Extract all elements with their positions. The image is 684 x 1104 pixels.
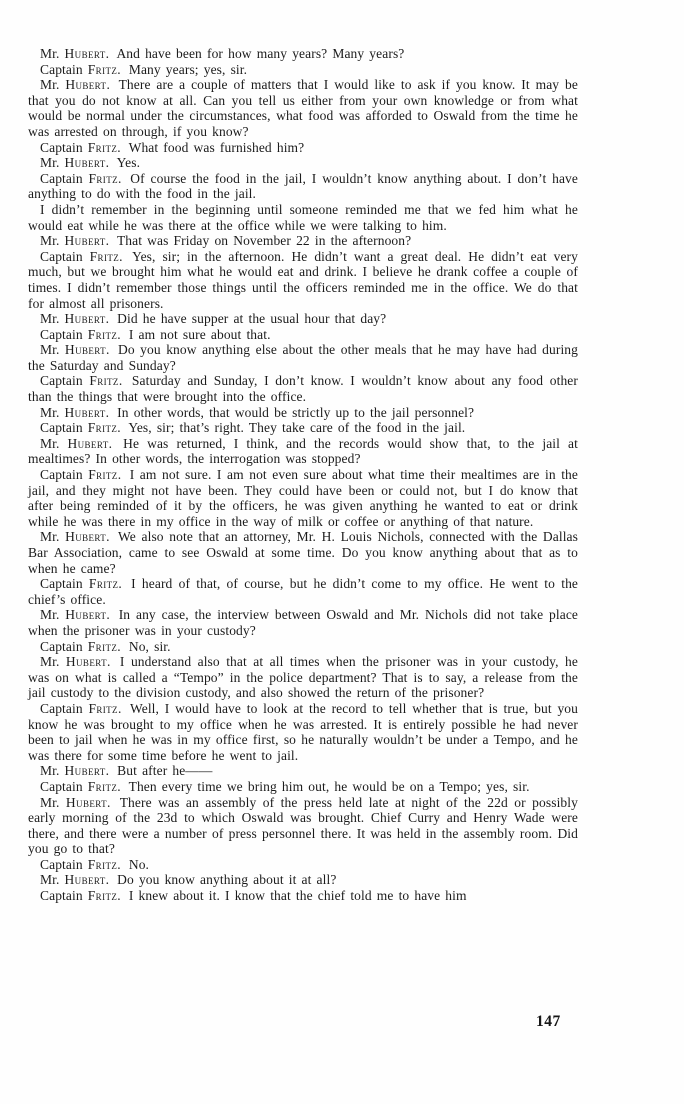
speaker-period: . (107, 794, 111, 810)
speaker (40, 795, 110, 810)
speaker-prefix: Mr. (40, 794, 66, 810)
transcript-paragraph (28, 607, 578, 638)
speaker-prefix: Mr. (40, 654, 66, 670)
transcript-paragraph (28, 373, 578, 404)
paragraph-text: Do you know anything about it at all? (112, 872, 337, 888)
speaker-name: Fritz (88, 170, 119, 186)
speaker (40, 62, 121, 77)
paragraph-text: I didn’t remember in the beginning until someone reminded me that we fed him what he would eat while he was there at the office while we were talking to him. (28, 201, 578, 233)
speaker-prefix: Captain (40, 467, 89, 483)
speaker (40, 607, 110, 622)
paragraph-text: And have been for how many years? Many years? (112, 46, 405, 61)
paragraph-text: But after he—— (112, 763, 213, 779)
speaker (40, 872, 109, 887)
speaker (40, 639, 121, 654)
transcript-paragraph (28, 140, 578, 156)
speaker-period: . (106, 529, 110, 545)
paragraph-text: Did he have supper at the usual hour that day? (112, 311, 387, 327)
speaker-name: Hubert (65, 529, 107, 545)
speaker-period: . (119, 248, 123, 264)
speaker-prefix: Captain (40, 373, 90, 389)
speaker (40, 436, 112, 451)
speaker-name: Hubert (65, 654, 107, 670)
transcript-paragraph (28, 46, 578, 62)
speaker-prefix: Mr. (40, 311, 65, 327)
speaker-name: Fritz (88, 467, 118, 483)
speaker-name: Fritz (88, 700, 118, 716)
speaker-name: Fritz (87, 638, 118, 654)
transcript (28, 46, 578, 904)
paragraph-text: Yes, sir; that’s right. They take care of the food in the jail. (123, 420, 466, 436)
speaker-period: . (105, 233, 110, 249)
speaker-name: Fritz (89, 248, 120, 264)
speaker-prefix: Mr. (40, 435, 68, 451)
paragraph-text: Do you know anything else about the other meals that he may have had during the Saturday and Sunday? (28, 342, 578, 373)
transcript-paragraph (28, 311, 578, 327)
paragraph-text: Yes, sir; in the afternoon. He didn’t want a great deal. He didn’t eat very much, but we brought him what he would eat and drink. I believe he drank coffee a couple of times. I didn’t remember those things until the officers reminded me in the office. We do that for almost all prisoners. (28, 248, 579, 311)
speaker-name: Hubert (64, 763, 106, 779)
transcript-paragraph (28, 327, 578, 343)
speaker-name: Hubert (64, 404, 106, 420)
transcript-paragraph (28, 420, 578, 436)
speaker (40, 857, 121, 872)
speaker (40, 77, 110, 92)
speaker-prefix: Captain (40, 638, 88, 654)
transcript-paragraph (28, 62, 578, 78)
speaker (40, 342, 110, 357)
speaker-prefix: Captain (40, 700, 89, 716)
speaker-name: Fritz (87, 326, 118, 342)
transcript-paragraph (28, 888, 578, 904)
transcript-paragraph (28, 202, 578, 233)
speaker (40, 249, 123, 264)
speaker-period: . (117, 139, 121, 155)
speaker-prefix: Captain (40, 61, 88, 77)
speaker-prefix: Captain (40, 248, 90, 264)
speaker (40, 763, 109, 778)
speaker-prefix: Captain (40, 576, 89, 592)
transcript-paragraph (28, 405, 578, 421)
speaker-prefix: Captain (40, 856, 88, 872)
speaker-name: Hubert (64, 46, 106, 61)
speaker-prefix: Mr. (40, 233, 65, 249)
speaker-prefix: Captain (40, 326, 88, 342)
speaker-period: . (117, 420, 121, 436)
transcript-paragraph (28, 77, 578, 139)
paragraph-text: I am not sure. I am not even sure about what time their mealtimes are in the jail, and they might not have been. They could have been or could not, but I do know that after being reminded of it by the officers, he was given anything he wanted to eat or drink while he was there in my office in the way of milk or coffee or anything of that nature. (28, 467, 578, 529)
transcript-paragraph (28, 701, 578, 763)
page-number: 147 (536, 1013, 561, 1030)
speaker-prefix: Mr. (40, 155, 65, 171)
speaker (40, 405, 109, 420)
speaker (40, 233, 109, 248)
speaker-prefix: Mr. (40, 404, 65, 420)
speaker-name: Fritz (88, 576, 119, 592)
paragraph-text: I knew about it. I know that the chief told me to have him (123, 888, 467, 904)
speaker (40, 779, 121, 794)
speaker (40, 327, 121, 342)
transcript-paragraph (28, 233, 578, 249)
paragraph-text: Many years; yes, sir. (123, 61, 248, 77)
speaker-prefix: Mr. (40, 46, 65, 61)
speaker-period: . (117, 61, 121, 77)
speaker-prefix: Mr. (40, 342, 65, 358)
transcript-paragraph (28, 155, 578, 171)
speaker-prefix: Captain (40, 888, 88, 904)
paragraph-text: What food was furnished him? (123, 139, 305, 155)
speaker (40, 373, 122, 388)
paragraph-text: In any case, the interview between Oswald and Mr. Nichols did not take place when the prisoner was in your custody? (28, 607, 579, 638)
paragraph-text: Of course the food in the jail, I wouldn’t know anything about. I don’t have anything to do with the food in the jail. (28, 170, 578, 202)
speaker (40, 467, 121, 482)
speaker-name: Hubert (64, 155, 106, 171)
speaker-period: . (118, 373, 123, 389)
transcript-paragraph (28, 763, 578, 779)
speaker-period: . (106, 654, 111, 670)
transcript-paragraph (28, 857, 578, 873)
speaker-prefix: Mr. (40, 529, 66, 545)
speaker-prefix: Mr. (40, 77, 66, 93)
paragraph-text: In other words, that would be strictly up to the jail personnel? (112, 404, 475, 420)
speaker-name: Hubert (65, 794, 107, 810)
speaker-prefix: Mr. (40, 872, 65, 888)
speaker (40, 701, 121, 716)
speaker-period: . (105, 46, 110, 61)
speaker-name: Hubert (64, 311, 106, 327)
transcript-paragraph (28, 654, 578, 701)
transcript-paragraph (28, 171, 578, 202)
paragraph-text: There was an assembly of the press held late at night of the 22d or possibly early morning of the 23d to which Oswald was brought. Chief Curry and Henry Wade were there, and there were a number of press personnel there. It was held in the assembly room. Did you go to that? (28, 794, 578, 857)
speaker-name: Hubert (64, 342, 107, 358)
speaker-period: . (106, 342, 110, 358)
paragraph-text: I understand also that at all times when the prisoner was in your custody, he was on what is called a “Tempo” in the police department? That is to say, a release from the jail custody to the division custody, and also showed the return of the prisoner? (28, 654, 578, 701)
speaker-period: . (108, 435, 113, 451)
paragraph-text: Saturday and Sunday, I don’t know. I wouldn’t know about any food other than the things that were brought into the office. (28, 373, 578, 405)
transcript-paragraph (28, 467, 578, 529)
speaker-period: . (117, 856, 121, 872)
speaker-prefix: Captain (40, 420, 88, 436)
speaker-name: Fritz (87, 61, 118, 77)
speaker-name: Fritz (87, 778, 118, 794)
speaker-name: Hubert (65, 607, 107, 623)
paragraph-text: I heard of that, of course, but he didn’t come to my office. He went to the chief’s office. (28, 576, 579, 607)
transcript-paragraph (28, 249, 578, 311)
speaker-period: . (105, 155, 110, 171)
speaker-period: . (117, 326, 121, 342)
speaker (40, 576, 122, 591)
speaker-period: . (105, 763, 110, 779)
speaker-period: . (117, 888, 121, 904)
speaker-period: . (117, 467, 122, 483)
speaker (40, 420, 121, 435)
speaker (40, 311, 109, 326)
paragraph-text: Well, I would have to look at the record to tell whether that is true, but you know he was brought to my office when he was arrested. It is entirely possible he had never been to jail when he was in my office first, so he naturally wouldn’t be under a Tempo, and he was there for some time before he went to jail. (28, 700, 579, 763)
speaker-name: Hubert (64, 872, 106, 888)
speaker-name: Fritz (87, 420, 118, 436)
paragraph-text: There are a couple of matters that I would like to ask if you know. It may be that you do not know at all. Can you tell us either from your own knowledge or from what would be normal under the circumstances, what food was afforded to Oswald from the time he was arrested on through, if you know? (28, 77, 578, 139)
transcript-paragraph (28, 342, 578, 373)
paragraph-text: That was Friday on November 22 in the afternoon? (112, 233, 412, 249)
paragraph-text: Yes. (112, 155, 141, 171)
paragraph-text: Then every time we bring him out, he would be on a Tempo; yes, sir. (123, 778, 530, 794)
transcript-paragraph (28, 872, 578, 888)
speaker-name: Fritz (87, 856, 118, 872)
paragraph-text: I am not sure about that. (123, 326, 271, 342)
speaker-period: . (118, 170, 122, 186)
speaker-period: . (117, 638, 121, 654)
transcript-paragraph (28, 779, 578, 795)
transcript-paragraph (28, 529, 578, 576)
speaker-period: . (106, 607, 110, 623)
speaker-name: Hubert (64, 233, 106, 249)
speaker-prefix: Captain (40, 170, 89, 186)
speaker-period: . (106, 77, 110, 93)
transcript-paragraph (28, 639, 578, 655)
speaker (40, 529, 110, 544)
speaker-period: . (105, 872, 110, 888)
speaker-prefix: Captain (40, 778, 88, 794)
speaker (40, 888, 121, 903)
paragraph-text: He was returned, I think, and the records would show that, to the jail at mealtimes? In other words, the interrogation was stopped? (28, 435, 578, 467)
speaker-period: . (117, 700, 122, 716)
speaker-period: . (117, 778, 121, 794)
transcript-paragraph (28, 576, 578, 607)
speaker (40, 140, 121, 155)
speaker-period: . (118, 576, 122, 592)
speaker-prefix: Captain (40, 139, 88, 155)
speaker-prefix: Mr. (40, 763, 65, 779)
paragraph-text: No, sir. (123, 638, 171, 654)
speaker (40, 46, 109, 61)
speaker-period: . (105, 311, 110, 327)
speaker (40, 171, 122, 186)
speaker (40, 654, 110, 669)
speaker-name: Hubert (65, 77, 107, 93)
paragraph-text: We also note that an attorney, Mr. H. Louis Nichols, connected with the Dallas Bar Association, came to see Oswald at some time. Do you know anything about that as to when he came? (28, 529, 578, 576)
speaker-name: Fritz (87, 888, 118, 904)
transcript-paragraph (28, 436, 578, 467)
speaker-name: Hubert (67, 435, 109, 451)
speaker-prefix: Mr. (40, 607, 66, 623)
speaker-name: Fritz (87, 139, 118, 155)
speaker-name: Fritz (89, 373, 119, 389)
speaker (40, 155, 109, 170)
paragraph-text: No. (123, 856, 150, 872)
speaker-period: . (105, 404, 110, 420)
transcript-paragraph (28, 795, 578, 857)
